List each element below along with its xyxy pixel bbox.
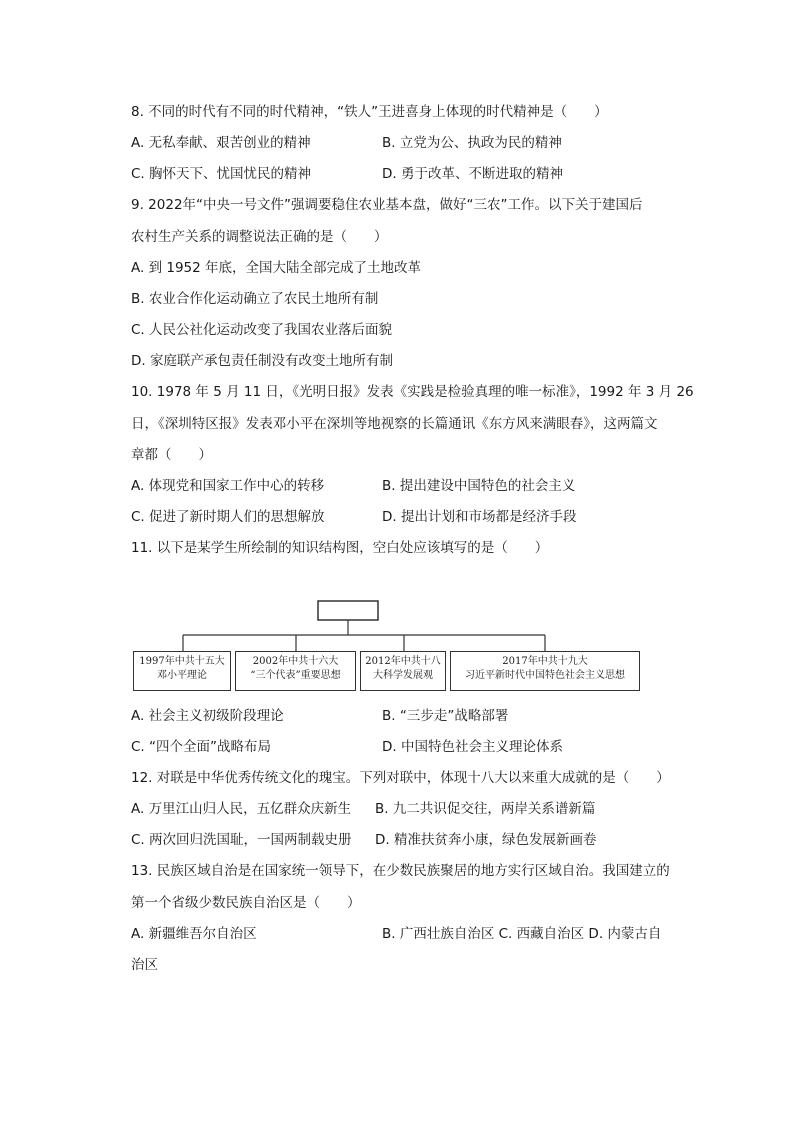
box-2017-line2: 习近平新时代中国特色社会主义思想 xyxy=(465,670,625,681)
q9-option-d[interactable]: D. 家庭联产承包责任制没有改变土地所有制 xyxy=(131,353,393,369)
q9-option-b[interactable]: B. 农业合作化运动确立了农民土地所有制 xyxy=(131,291,379,307)
q13-option-d-continued: 治区 xyxy=(131,957,158,973)
box-2012-line1: 2012年中共十八 xyxy=(365,656,441,667)
q13-option-a[interactable]: A. 新疆维吾尔自治区 xyxy=(131,926,257,942)
box-1997-line1: 1997年中共十五大 xyxy=(139,656,225,667)
q8-option-d[interactable]: D. 勇于改革、不断进取的精神 xyxy=(382,166,563,182)
q8-option-c[interactable]: C. 胸怀天下、忧国忧民的精神 xyxy=(131,166,312,182)
q12-option-a[interactable]: A. 万里江山归人民，五亿群众庆新生 xyxy=(131,801,352,817)
q9-stem-line1: 9. 2022年“中央一号文件”强调要稳住农业基本盘，做好“三农”工作。以下关于建国后 xyxy=(131,197,643,213)
diagram-box-2017 xyxy=(450,651,640,691)
q11-option-d[interactable]: D. 中国特色社会主义理论体系 xyxy=(382,739,563,755)
box-2017-line1: 2017年中共十九大 xyxy=(502,656,588,667)
q9-option-c[interactable]: C. 人民公社化运动改变了我国农业落后面貌 xyxy=(131,322,393,338)
box-2002-line1: 2002年中共十六大 xyxy=(252,656,339,667)
q10-stem-line2: 日，《深圳特区报》发表邓小平在深圳等地视察的长篇通讯《东方风来满眼春》，这两篇文 xyxy=(131,416,658,432)
q12-option-d[interactable]: D. 精准扶贫奔小康，绿色发展新画卷 xyxy=(375,832,597,848)
q11-option-c[interactable]: C. “四个全面”战略布局 xyxy=(131,739,271,755)
q10-stem-line1: 10. 1978 年 5 月 11 日，《光明日报》发表《实践是检验真理的唯一标准》，1992 年 3 月 26 xyxy=(131,384,694,400)
q10-option-b[interactable]: B. 提出建设中国特色的社会主义 xyxy=(382,478,576,494)
q13-stem-line2: 第一个省级少数民族自治区是（ ） xyxy=(131,895,361,911)
q12-stem: 12. 对联是中华优秀传统文化的瑰宝。下列对联中，体现十八大以来重大成就的是（ ） xyxy=(131,770,670,786)
diagram-box-2002 xyxy=(235,651,356,691)
q8-option-b[interactable]: B. 立党为公、执政为民的精神 xyxy=(382,135,562,151)
blank-top-box xyxy=(318,601,378,620)
diagram-box-2012 xyxy=(360,651,446,691)
q9-stem-line2: 农村生产关系的调整说法正确的是（ ） xyxy=(131,229,388,245)
box-1997-line2: 邓小平理论 xyxy=(157,670,207,681)
q12-option-b[interactable]: B. 九二共识促交往，两岸关系谱新篇 xyxy=(375,801,596,817)
q10-option-a[interactable]: A. 体现党和国家工作中心的转移 xyxy=(131,478,325,494)
q9-option-a[interactable]: A. 到 1952 年底，全国大陆全部完成了土地改革 xyxy=(131,260,422,276)
box-2002-line2: “三个代表”重要思想 xyxy=(250,670,341,681)
q10-option-d[interactable]: D. 提出计划和市场都是经济手段 xyxy=(382,509,577,525)
q13-stem-line1: 13. 民族区域自治是在国家统一领导下，在少数民族聚居的地方实行区域自治。我国建立的 xyxy=(131,863,670,879)
q8-option-a[interactable]: A. 无私奉献、艰苦创业的精神 xyxy=(131,135,311,151)
q10-option-c[interactable]: C. 促进了新时期人们的思想解放 xyxy=(131,509,325,525)
q11-option-b[interactable]: B. “三步走”战略部署 xyxy=(382,708,509,724)
q8-stem: 8. 不同的时代有不同的时代精神，“铁人”王进喜身上体现的时代精神是（ ） xyxy=(131,104,608,120)
q13-options-bcd[interactable]: B. 广西壮族自治区 C. 西藏自治区 D. 内蒙古自 xyxy=(382,926,662,942)
q10-stem-line3: 章都（ ） xyxy=(131,447,212,463)
q11-option-a[interactable]: A. 社会主义初级阶段理论 xyxy=(131,708,284,724)
box-2012-line2: 大科学发展观 xyxy=(373,670,433,681)
q11-stem: 11. 以下是某学生所绘制的知识结构图，空白处应该填写的是（ ） xyxy=(131,540,549,556)
diagram-box-1997 xyxy=(133,651,231,691)
q12-option-c[interactable]: C. 两次回归洗国耻，一国两制载史册 xyxy=(131,832,352,848)
